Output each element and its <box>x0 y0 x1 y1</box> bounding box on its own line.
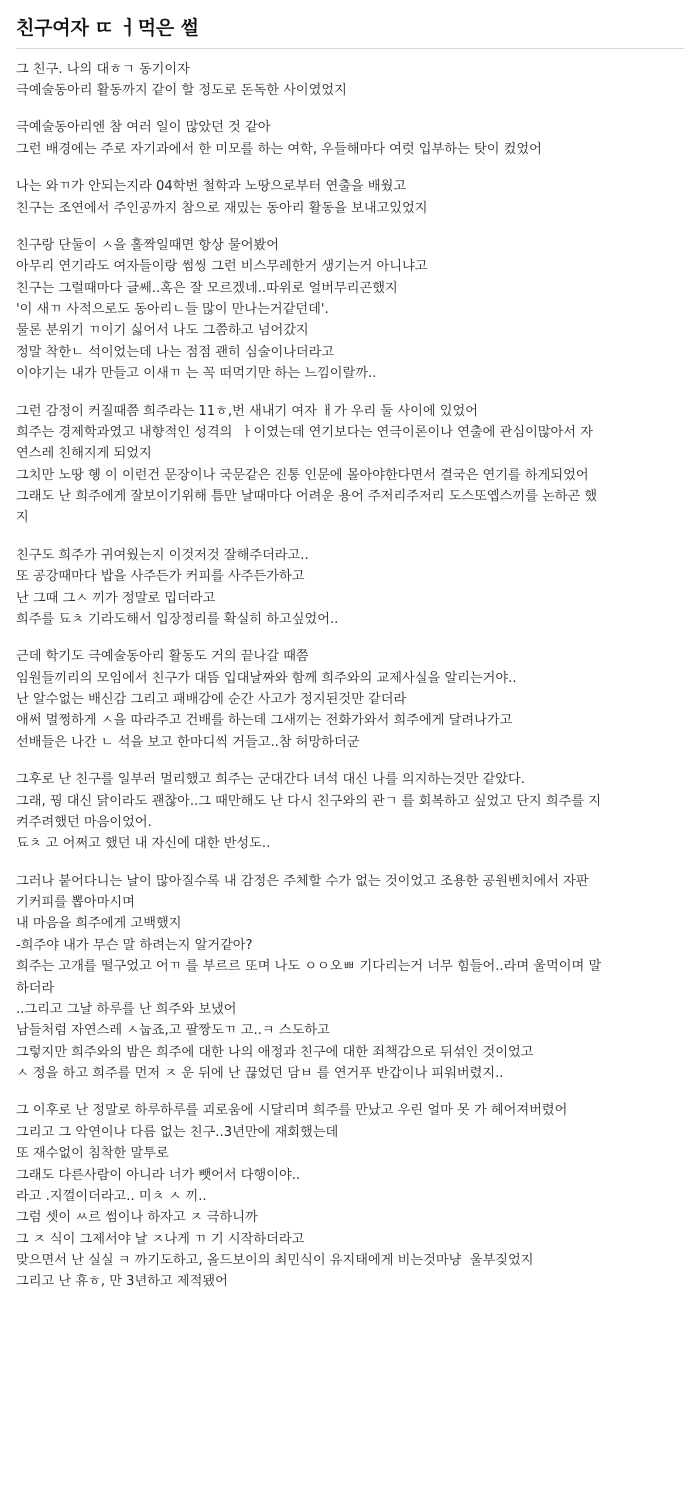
text-line: 하더라 <box>16 980 55 996</box>
text-line: 그리고 난 휴ㅎ, 만 3년하고 제적됐어 <box>16 1274 228 1290</box>
text-line: 남들처럼 자연스레 ㅅ눕죠,고 팔짱도ㄲ 고..ㅋ 스도하고 <box>16 1023 330 1039</box>
paragraph <box>16 545 684 631</box>
text-line: 그래도 난 희주에게 잘보이기위해 틈만 날때마다 어려운 용어 주저리주저리 도스또옙스끼를 논하곤 했 <box>16 489 598 505</box>
text-line: ㅅ 정을 하고 희주를 먼저 ㅈ 운 뒤에 난 끊었던 담ㅂ 를 연거푸 반갑이나 피워버렸지.. <box>16 1066 504 1082</box>
text-line: 희주를 됴ㅊ 기라도해서 입장정리를 확실히 하고싶었어.. <box>16 611 339 627</box>
text-line: 그치만 노땅 혱 이 이런건 문장이나 국문같은 진통 인문에 몰아야한다면서 결국은 연기를 하게되었어 <box>16 467 589 483</box>
text-line: 기커피를 뽑아마시며 <box>16 895 135 911</box>
text-line: 희주는 경제학과였고 내향적인 성격의 ㅏ이였는데 연기보다는 연극이론이나 연출에 관심이많아서 자 <box>16 424 593 440</box>
text-line: 그렇지만 희주와의 밤은 희주에 대한 나의 애정과 친구에 대한 죄책감으로 뒤섞인 것이었고 <box>16 1044 534 1060</box>
text-line: 라고 .지껄이더라고.. 미ㅊ ㅅ 끼.. <box>16 1188 207 1204</box>
text-line: '이 새ㄲ 사적으로도 동아리ㄴ들 많이 만나는거같던데'. <box>16 302 329 318</box>
text-line: 그래, 꿩 대신 닭이라도 괜찮아..그 때만해도 난 다시 친구와의 관ㄱ 를 회복하고 싶었고 단지 희주를 지 <box>16 793 602 809</box>
text-line: 이야기는 내가 만들고 이새ㄲ 는 꼭 떠먹기만 하는 느낌이랄까.. <box>16 366 377 382</box>
text-line: 또 공강때마다 밥을 사주든가 커피를 사주든가하고 <box>16 569 305 585</box>
text-line: 희주는 고개를 떨구었고 어ㄲ 를 부르르 또며 나도 ㅇㅇ오ㅃ 기다리는거 너무 힘들어..라며 울먹이며 말 <box>16 959 602 975</box>
page-title: 친구여자 ㄸ ㅓ먹은 썰 <box>16 17 199 39</box>
text-line: 친구는 그럴때마다 글쎄..혹은 잘 모르겠네..따위로 얼버무리곤했지 <box>16 280 398 296</box>
text-line: 임원들끼리의 모임에서 친구가 대뜸 입대날짜와 함께 희주와의 교제사실을 알리는거야.. <box>16 670 517 686</box>
text-line: 극예술동아리 활동까지 같이 할 정도로 돈독한 사이였었지 <box>16 83 347 99</box>
text-line: 애써 멀쩡하게 ㅅ을 따라주고 건배를 하는데 그새끼는 전화가와서 희주에게 달려나가고 <box>16 713 513 729</box>
text-line: 내 마음을 희주에게 고백했지 <box>16 916 182 932</box>
text-line: 그러나 붙어다니는 날이 많아질수록 내 감정은 주체할 수가 없는 것이었고 조용한 공원벤치에서 자판 <box>16 873 589 889</box>
paragraph <box>16 769 684 855</box>
text-line: 그후로 난 친구를 일부러 멀리했고 희주는 군대간다 녀석 대신 나를 의지하는것만 같았다. <box>16 772 525 788</box>
text-line: 그 ㅈ 식이 그제서야 날 ㅈ나게 ㄲ 기 시작하더라고 <box>16 1231 305 1247</box>
paragraph <box>16 176 684 219</box>
text-line: 극예술동아리엔 참 여러 일이 많았던 것 같아 <box>16 120 271 136</box>
text-line: 맞으면서 난 실실 ㅋ 까기도하고, 올드보이의 최민식이 유지태에게 비는것마냥 울부짖었지 <box>16 1253 534 1269</box>
document-body <box>16 59 684 1293</box>
text-line: 지 <box>16 510 29 526</box>
text-line: 그 이후로 난 정말로 하루하루를 괴로움에 시달리며 희주를 만났고 우린 얼마 못 가 헤어져버렸어 <box>16 1103 568 1119</box>
paragraph <box>16 401 684 529</box>
text-line: 정말 착한ㄴ 석이었는데 나는 점점 괜히 심술이나더라고 <box>16 344 335 360</box>
text-line: 켜주려했던 마음이었어. <box>16 814 152 830</box>
text-line: 친구도 희주가 귀여웠는지 이것저것 잘해주더라고.. <box>16 547 309 563</box>
text-line: 선배들은 나간 ㄴ 석을 보고 한마디씩 거들고..참 허망하더군 <box>16 734 360 750</box>
text-line: -희주야 내가 무슨 말 하려는지 알거같아? <box>16 937 253 953</box>
text-line: 그런 배경에는 주로 자기과에서 한 미모를 하는 여학, 우들해마다 여럿 입부하는 탓이 컸었어 <box>16 141 542 157</box>
title-divider <box>16 48 684 49</box>
paragraph <box>16 117 684 160</box>
text-line: 그래도 다른사람이 아니라 너가 뺏어서 다행이야.. <box>16 1167 301 1183</box>
text-line: 난 알수없는 배신감 그리고 패배감에 순간 사고가 정지된것만 같더라 <box>16 692 407 708</box>
text-line: ..그리고 그날 하루를 난 희주와 보냈어 <box>16 1001 237 1017</box>
text-line: 물론 분위기 ㄲ이기 싫어서 나도 그쯤하고 넘어갔지 <box>16 323 309 339</box>
text-line: 또 재수없이 침착한 말투로 <box>16 1146 169 1162</box>
text-line: 그런 감정이 커질때쯤 희주라는 11ㅎ,번 새내기 여자 ㅐ가 우리 둘 사이에 있었어 <box>16 403 478 419</box>
text-line: 그리고 그 악연이나 다름 없는 친구..3년만에 재회했는데 <box>16 1124 339 1140</box>
paragraph <box>16 1100 684 1292</box>
text-line: 나는 와ㄲ가 안되는지라 04학번 철학과 노땅으로부터 연출을 배웠고 <box>16 179 407 195</box>
text-line: 그 친구. 나의 대ㅎㄱ 동기이자 <box>16 61 190 77</box>
paragraph <box>16 871 684 1085</box>
paragraph <box>16 235 684 385</box>
text-line: 그럼 셋이 ㅆ르 썸이나 하자고 ㅈ 극하니까 <box>16 1210 258 1226</box>
text-line: 친구는 조연에서 주인공까지 참으로 재밌는 동아리 활동을 보내고있었지 <box>16 200 428 216</box>
text-line: 근데 학기도 극예술동아리 활동도 거의 끝나갈 때쯤 <box>16 649 309 665</box>
paragraph <box>16 646 684 753</box>
paragraph <box>16 59 684 102</box>
text-line: 됴ㅊ 고 어쩌고 했던 내 자신에 대한 반성도.. <box>16 836 271 852</box>
text-line: 난 그때 그ㅅ 끼가 정말로 밉더라고 <box>16 590 216 606</box>
text-line: 친구랑 단둘이 ㅅ을 홀짝일때면 항상 물어봤어 <box>16 237 280 253</box>
text-line: 연스레 친해지게 되었지 <box>16 446 152 462</box>
text-line: 아무리 연기라도 여자들이랑 썸씽 그런 비스무레한거 생기는거 아니냐고 <box>16 259 428 275</box>
